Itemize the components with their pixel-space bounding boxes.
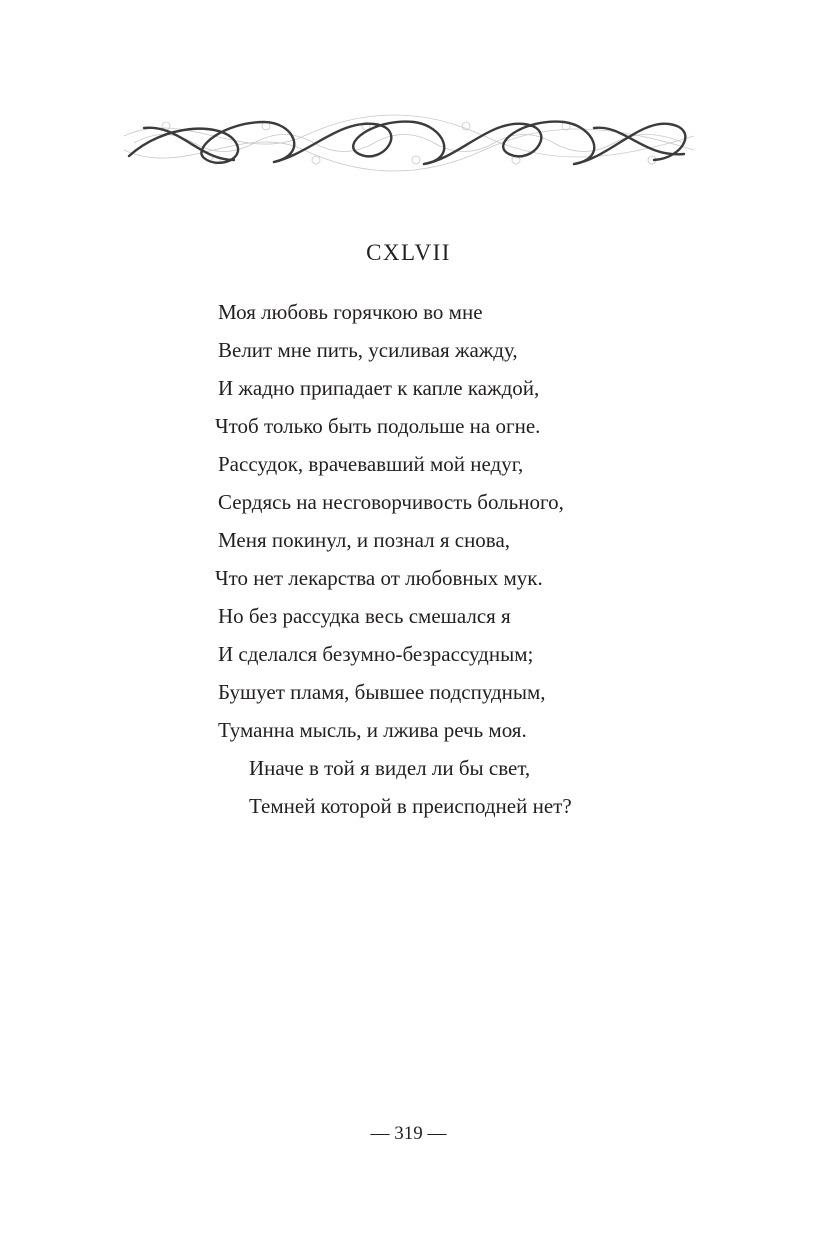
- poem-line: Иначе в той я видел ли бы свет,: [249, 756, 531, 780]
- poem-line: И жадно припадает к капле каждой,: [218, 376, 540, 400]
- poem-line: Моя любовь горячкою во мне: [218, 300, 483, 324]
- poem-line: Но без рассудка весь смешался я: [218, 604, 511, 628]
- poem-line: Велит мне пить, усиливая жажду,: [218, 338, 518, 362]
- poem-line: Меня покинул, и познал я снова,: [218, 528, 511, 552]
- poem-line: Темней которой в преисподней нет?: [249, 794, 572, 818]
- decorative-ornament: [124, 114, 694, 172]
- page-number: — 319 —: [370, 1123, 447, 1144]
- poem-line: Бушует пламя, бывшее подспудным,: [218, 680, 546, 704]
- poem-line: Что нет лекарства от любовных мук.: [215, 566, 543, 590]
- poem-line: Сердясь на несговорчивость больного,: [218, 490, 564, 514]
- poem-line: И сделался безумно-безрассудным;: [218, 642, 534, 666]
- poem-line: Чтоб только быть подольше на огне.: [215, 414, 541, 438]
- poem-line: Рассудок, врачевавший мой недуг,: [218, 452, 524, 476]
- poem-line: Туманна мысль, и лжива речь моя.: [218, 718, 527, 742]
- poem-title: CXLVII: [366, 240, 451, 265]
